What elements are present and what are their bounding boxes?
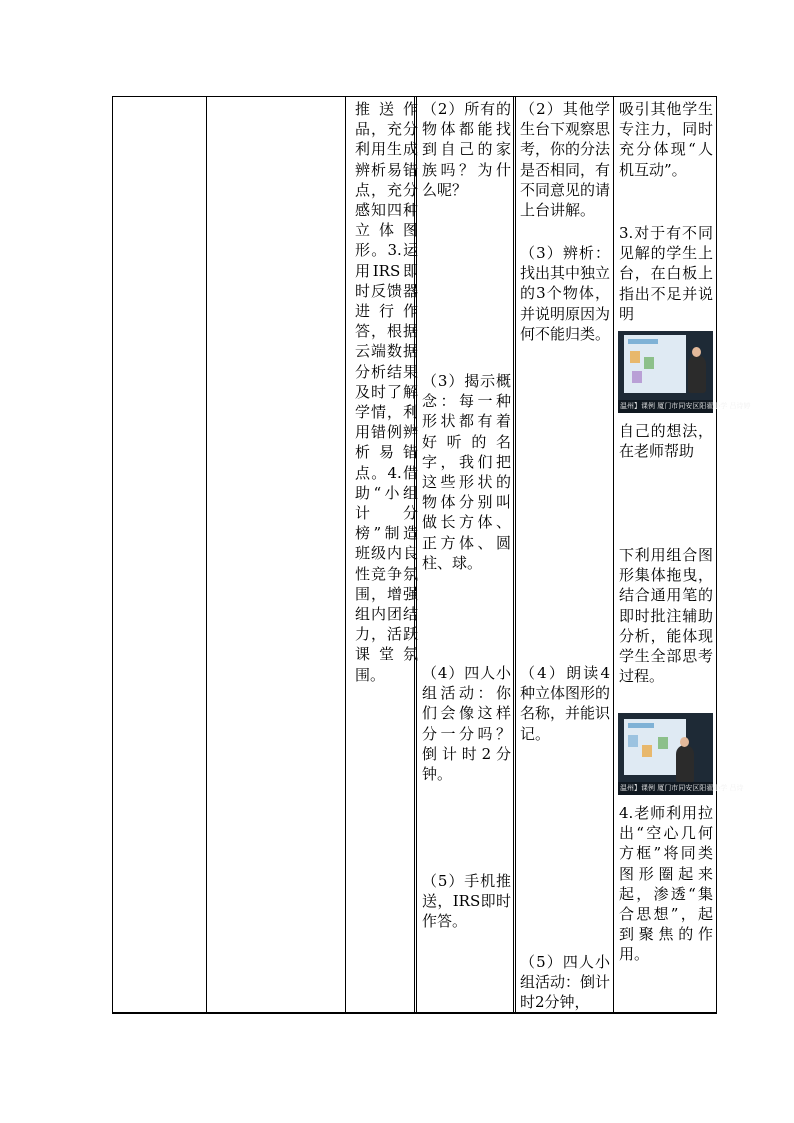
tech-note-4: 下利用组合图形集体拖曳，结合通用笔的即时批注辅助分析，能体现学生全部思考过程。: [619, 546, 713, 686]
column-divider: [345, 97, 346, 1012]
student-activity-cell: [517, 99, 612, 1012]
design-intent-text: 推送作品，充分利用生成辨析易错点，充分感知四种立体图形。3.运用IRS即时反馈器进行作答，根据云端数据分析结果及时了解学情，利用错例辨析易错点。4.借助“小组计分榜”制造班级内良性竞争氛围，增强组内团结力，活跃课堂氛围。: [355, 100, 418, 684]
student-step-4: （4）朗读4种立体图形的名称，并能识记。: [520, 664, 611, 743]
teacher-step-2: （2）所有的物体都能找到自己的家族吗？为什么呢？: [422, 100, 511, 199]
video-caption: 温州】课例 厦门市同安区阳翟小学 吕诗婷: [618, 400, 713, 413]
column-divider: [513, 97, 516, 1012]
tech-note-2: 3.对于有不同见解的学生上台，在白板上指出不足并说明: [619, 224, 713, 323]
column-divider: [613, 97, 614, 1012]
lesson-plan-table: [112, 96, 751, 1014]
column-divider: [206, 97, 207, 1012]
design-intent-cell: [352, 99, 418, 685]
student-step-3: （3）辨析：找出其中独立的3个物体，并说明原因为何不能归类。: [520, 244, 611, 343]
tech-note-5: 4.老师利用拉出“空心几何方框”将同类图形圈起来起，渗透“集合思想”，起到聚焦的作用。: [619, 804, 713, 964]
classroom-video-screenshot: [618, 331, 751, 413]
teacher-activity-cell: [419, 99, 513, 1009]
teacher-step-4: （4）四人小组活动：你们会像这样分一分吗？倒计时2分钟。: [422, 664, 511, 784]
student-step-2: （2）其他学生台下观察思考，你的分法是否相同，有不同意见的请上台讲解。: [520, 100, 611, 220]
student-step-5: （5）四人小组活动：倒计时2分钟，: [520, 953, 611, 1012]
classroom-video-screenshot: [618, 713, 744, 795]
tech-note-3: 自己的想法，在老师帮助: [619, 422, 713, 461]
video-caption: 温州】课例 厦门市同安区阳翟小学 吕诗: [618, 782, 713, 795]
tech-note-1: 吸引其他学生专注力，同时充分体现“人机互动”。: [619, 100, 713, 179]
teacher-step-3: （3）揭示概念：每一种形状都有着好听的名字，我们把这些形状的物体分别叫做长方体、正方体、圆柱、球。: [422, 372, 511, 572]
teacher-step-5: （5）手机推送，IRS即时作答。: [422, 872, 511, 931]
tech-use-cell: [616, 99, 751, 1009]
